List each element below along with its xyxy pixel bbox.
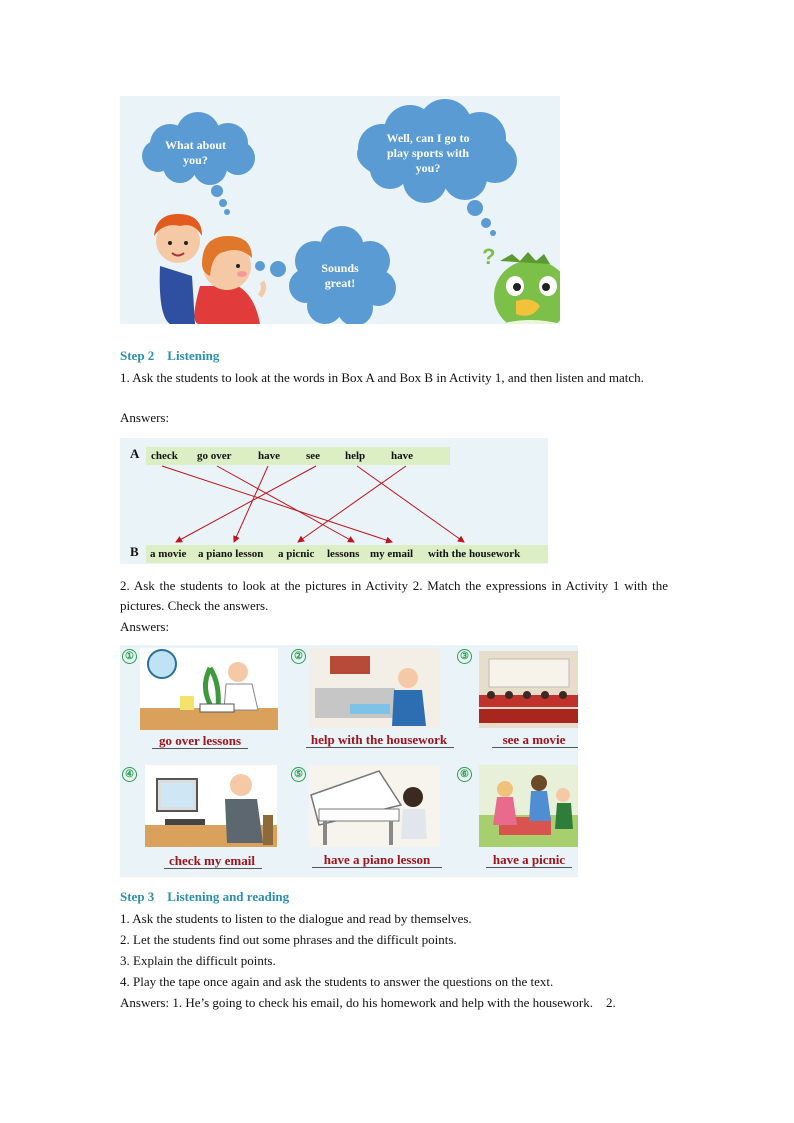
caption-underline — [492, 747, 578, 748]
box-b-word: my email — [370, 548, 414, 560]
step-3-item-3: 3. Explain the difficult points. — [120, 953, 276, 968]
caption-underline — [312, 867, 442, 868]
answers-label-2: Answers: — [120, 619, 170, 634]
pictures-panel — [120, 645, 578, 877]
picture-number: ⑤ — [291, 767, 306, 782]
step-3-heading: Step 3 Listening and reading — [120, 889, 290, 904]
arrow-help-housework — [357, 466, 464, 542]
box-b-word: a picnic — [278, 548, 315, 560]
picture-number: ④ — [122, 767, 137, 782]
picture-check-email — [145, 765, 277, 847]
caption-underline — [306, 747, 454, 748]
bubble-2-text: Well, can I go to play sports with you? — [386, 131, 470, 175]
picture-number: ③ — [457, 649, 472, 664]
box-b-word: lessons — [327, 548, 360, 560]
step-2-heading: Step 2 Listening — [120, 348, 220, 363]
caption-text: have a picnic — [492, 852, 566, 867]
caption-text: help with the housework — [310, 732, 448, 747]
bubble-1-text: What about you? — [164, 138, 226, 167]
caption-text: go over lessons — [158, 733, 242, 748]
step-3-answers: Answers: 1. He’s going to check his email, do his homework and help with the housework. 2. — [120, 995, 616, 1010]
box-b-word: with the housework — [428, 548, 521, 560]
box-a-word: see — [306, 450, 321, 462]
arrow-have-picnic — [298, 466, 406, 542]
picture-picnic — [479, 765, 578, 847]
bubble-3-text: Sounds great! — [321, 261, 359, 290]
box-a-word: have — [258, 450, 280, 462]
box-b-word: a movie — [150, 548, 187, 560]
caption-underline — [152, 748, 248, 749]
caption-text: have a piano lesson — [323, 852, 431, 867]
box-a-word: help — [345, 450, 366, 462]
caption-underline — [486, 867, 572, 868]
picture-help-housework — [310, 648, 440, 728]
box-a-word: go over — [197, 450, 232, 462]
step-3-item-2: 2. Let the students find out some phrases and the difficult points. — [120, 932, 457, 947]
step-3-item-4: 4. Play the tape once again and ask the students to answer the questions on the text. — [120, 974, 554, 989]
comic-illustration — [120, 96, 560, 324]
answers-label-1: Answers: — [120, 410, 170, 425]
picture-number: ⑥ — [457, 767, 472, 782]
box-a-word: have — [391, 450, 413, 462]
picture-piano-lesson — [309, 765, 440, 847]
picture-number: ① — [122, 649, 137, 664]
cartoon-kids — [154, 214, 264, 324]
step-2-item-2: 2. Ask the students to look at the pictures in Activity 2. Match the expressions in Activity 1 with the pictures. Check the answers. — [120, 578, 668, 613]
caption-text: see a movie — [502, 732, 566, 747]
arrow-goover-lessons — [217, 466, 354, 542]
step-3-item-1: 1. Ask the students to listen to the dialogue and read by themselves. — [120, 911, 472, 926]
box-b-label: B — [130, 544, 139, 559]
green-bird-character — [494, 252, 560, 324]
arrow-have-piano — [234, 466, 268, 542]
question-mark: ? — [482, 244, 496, 269]
picture-see-movie — [479, 651, 578, 728]
caption-underline — [164, 868, 262, 869]
matching-diagram — [120, 438, 548, 564]
box-a-word: check — [151, 450, 178, 462]
match-arrows — [120, 438, 548, 564]
picture-number: ② — [291, 649, 306, 664]
box-b-word: a piano lesson — [198, 548, 264, 560]
caption-text: check my email — [169, 853, 255, 868]
picture-go-over-lessons — [140, 648, 278, 730]
step-2-item-1: 1. Ask the students to look at the words in Box A and Box B in Activity 1, and then listen and match. — [120, 370, 644, 385]
box-a-label: A — [130, 446, 140, 461]
